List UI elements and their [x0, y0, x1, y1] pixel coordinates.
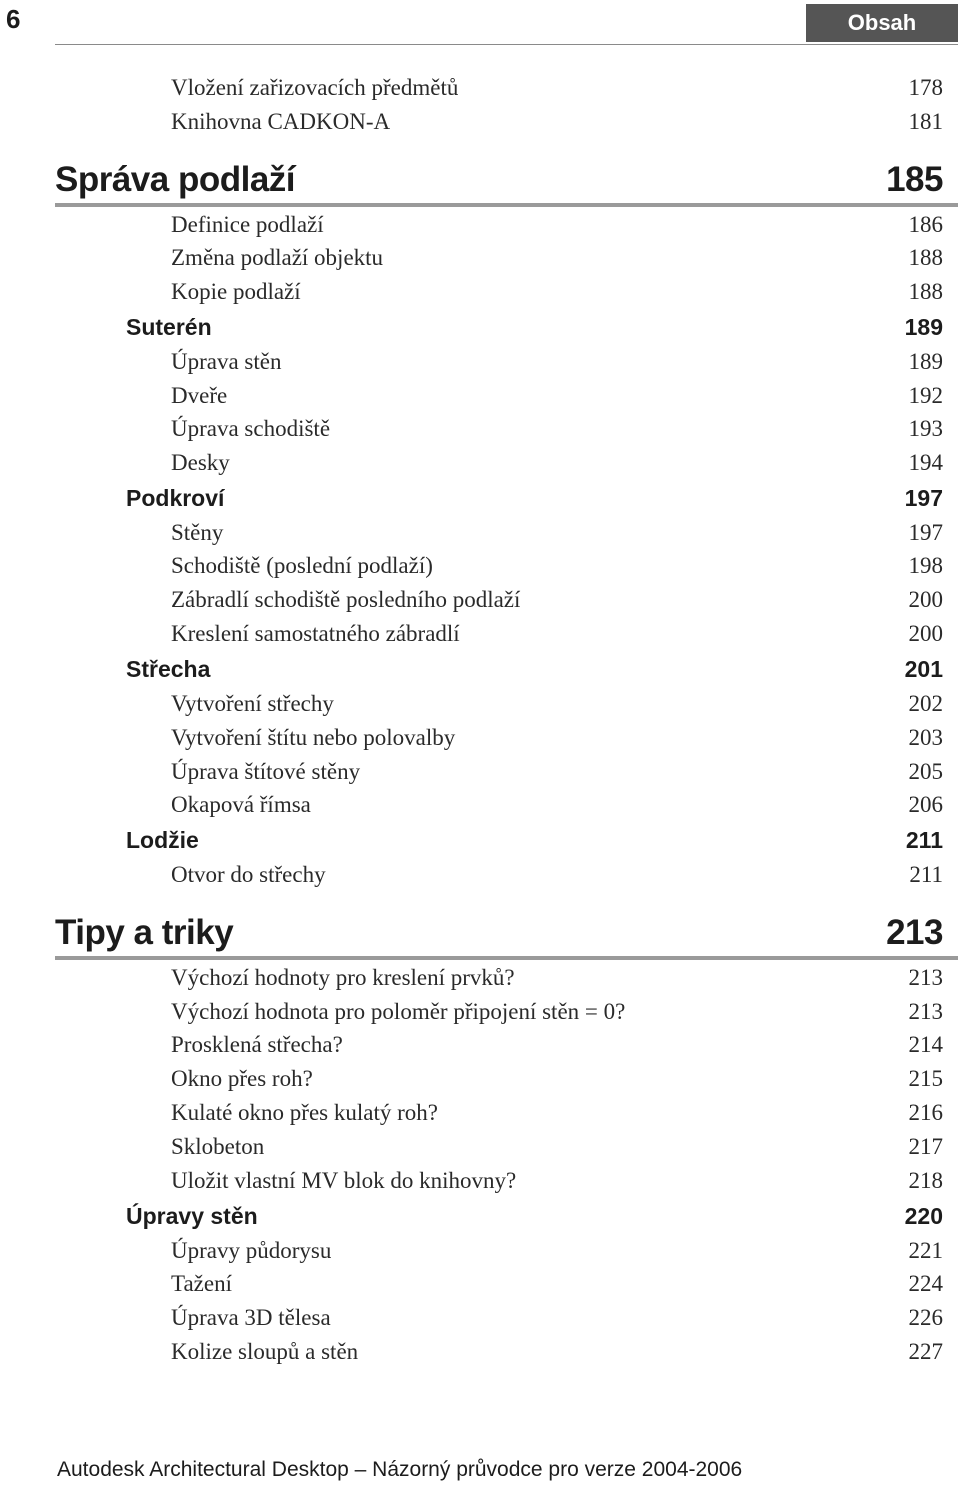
- toc-entry-title: Okno přes roh?: [171, 1066, 313, 1091]
- toc-entry-title: Schodiště (poslední podlaží): [171, 553, 433, 578]
- toc-entry-title: Kulaté okno přes kulatý roh?: [171, 1100, 438, 1125]
- toc-entry[interactable]: [171, 105, 943, 139]
- toc-entry-page: 224: [908, 1271, 943, 1296]
- toc-entry[interactable]: [171, 71, 943, 105]
- toc-entry-page: 181: [908, 109, 943, 134]
- toc-entry-page: 192: [908, 383, 943, 408]
- toc-entry-title: Výchozí hodnoty pro kreslení prvků?: [171, 965, 515, 990]
- chapter-rule: [55, 203, 958, 207]
- toc-entry-page: 200: [908, 621, 943, 646]
- toc-entry-page: 218: [908, 1168, 943, 1193]
- toc-section[interactable]: [126, 481, 943, 515]
- toc-chapter-page: 213: [886, 913, 943, 952]
- toc-entry[interactable]: [171, 412, 943, 446]
- toc-entry[interactable]: [171, 275, 943, 309]
- toc-entry-page: 178: [908, 75, 943, 100]
- toc-entry-title: Desky: [171, 450, 230, 475]
- toc-entry[interactable]: [171, 1301, 943, 1335]
- toc-entry-page: 221: [908, 1238, 943, 1263]
- toc-entry[interactable]: [171, 1267, 943, 1301]
- toc-entry-page: 200: [908, 587, 943, 612]
- toc-entry-page: 226: [908, 1305, 943, 1330]
- toc-entry-page: 217: [908, 1134, 943, 1159]
- page-number: 6: [6, 4, 21, 34]
- toc-entry[interactable]: [171, 961, 943, 995]
- toc-entry-page: 205: [908, 759, 943, 784]
- toc-entry-page: 213: [908, 965, 943, 990]
- toc-entry[interactable]: [171, 446, 943, 480]
- toc-entry[interactable]: [171, 1130, 943, 1164]
- toc-section-page: 201: [904, 655, 943, 682]
- toc-entry[interactable]: [171, 516, 943, 550]
- toc-entry-title: Knihovna CADKON-A: [171, 109, 391, 134]
- toc-entry-page: 214: [908, 1032, 943, 1057]
- toc-section-title: Střecha: [126, 655, 211, 682]
- toc-entry-title: Stěny: [171, 520, 224, 545]
- toc-entry-title: Vložení zařizovacích předmětů: [171, 75, 459, 100]
- toc-entry[interactable]: [171, 1028, 943, 1062]
- toc-section-page: 189: [904, 313, 943, 340]
- toc-section-page: 197: [904, 484, 943, 511]
- toc-entry[interactable]: [171, 549, 943, 583]
- toc-entry-page: 216: [908, 1100, 943, 1125]
- toc-entry-title: Uložit vlastní MV blok do knihovny?: [171, 1168, 517, 1193]
- toc-chapter[interactable]: [55, 908, 943, 958]
- toc-entry-title: Úprava štítové stěny: [171, 759, 361, 784]
- toc-entry-page: 188: [908, 245, 943, 270]
- toc-entry-title: Kopie podlaží: [171, 279, 301, 304]
- toc-chapter[interactable]: [55, 155, 943, 205]
- toc-entry-title: Úprava 3D tělesa: [171, 1305, 331, 1330]
- section-label: Obsah: [806, 4, 958, 42]
- toc-entry-title: Dveře: [171, 383, 228, 408]
- toc-entry[interactable]: [171, 1164, 943, 1198]
- toc-section-page: 211: [905, 826, 943, 853]
- toc-entry-page: 197: [908, 520, 943, 545]
- toc-section-title: Úpravy stěn: [126, 1202, 258, 1229]
- toc-entry[interactable]: [171, 1062, 943, 1096]
- toc-entry-page: 193: [908, 416, 943, 441]
- toc-entry-page: 188: [908, 279, 943, 304]
- toc-entry[interactable]: [171, 241, 943, 275]
- toc-entry-page: 202: [908, 691, 943, 716]
- toc-entry[interactable]: [171, 1096, 943, 1130]
- toc-entry-page: 203: [908, 725, 943, 750]
- toc-entry[interactable]: [171, 995, 943, 1029]
- toc-section-title: Suterén: [126, 313, 212, 340]
- toc-entry-page: 189: [908, 349, 943, 374]
- toc-entry[interactable]: [171, 858, 943, 892]
- toc-entry[interactable]: [171, 721, 943, 755]
- toc-entry-page: 194: [908, 450, 943, 475]
- toc-entry-page: 213: [908, 999, 943, 1024]
- header-rule: [55, 44, 958, 45]
- toc-chapter-title: Správa podlaží: [55, 160, 296, 199]
- toc-section-title: Podkroví: [126, 484, 225, 511]
- toc-entry-page: 198: [908, 553, 943, 578]
- toc-entry-title: Zábradlí schodiště posledního podlaží: [171, 587, 521, 612]
- toc-entry-title: Tažení: [171, 1271, 232, 1296]
- toc-entry[interactable]: [171, 755, 943, 789]
- toc-entry-page: 215: [908, 1066, 943, 1091]
- toc-section[interactable]: [126, 310, 943, 344]
- chapter-rule: [55, 956, 958, 960]
- toc-entry[interactable]: [171, 208, 943, 242]
- toc-entry-title: Vytvoření štítu nebo polovalby: [171, 725, 456, 750]
- toc-entry-title: Prosklená střecha?: [171, 1032, 343, 1057]
- toc-entry-title: Vytvoření střechy: [171, 691, 334, 716]
- toc-entry-title: Okapová římsa: [171, 792, 311, 817]
- toc-chapter-title: Tipy a triky: [55, 913, 234, 952]
- toc-entry[interactable]: [171, 687, 943, 721]
- toc-entry-title: Změna podlaží objektu: [171, 245, 384, 270]
- toc-section[interactable]: [126, 823, 943, 857]
- toc-section[interactable]: [126, 652, 943, 686]
- toc-entry[interactable]: [171, 1234, 943, 1268]
- toc-entry-page: 206: [908, 792, 943, 817]
- toc-entry-page: 211: [909, 862, 943, 887]
- toc-entry-title: Výchozí hodnota pro poloměr připojení stěn = 0?: [171, 999, 626, 1024]
- toc-entry-page: 186: [908, 212, 943, 237]
- toc-entry-title: Otvor do střechy: [171, 862, 326, 887]
- toc-section-title: Lodžie: [126, 826, 199, 853]
- toc-entry-title: Definice podlaží: [171, 212, 324, 237]
- toc-entry[interactable]: [171, 345, 943, 379]
- toc-entry[interactable]: [171, 1335, 943, 1369]
- toc-entry-title: Kreslení samostatného zábradlí: [171, 621, 460, 646]
- toc-entry-page: 227: [908, 1339, 943, 1364]
- toc-entry[interactable]: [171, 617, 943, 651]
- toc-entry-title: Sklobeton: [171, 1134, 265, 1159]
- toc-entry-title: Úpravy půdorysu: [171, 1238, 332, 1263]
- toc-section-page: 220: [904, 1202, 943, 1229]
- toc-chapter-page: 185: [886, 160, 943, 199]
- page-footer: Autodesk Architectural Desktop – Názorný průvodce pro verze 2004-2006: [57, 1458, 743, 1481]
- toc-entry-title: Kolize sloupů a stěn: [171, 1339, 359, 1364]
- toc-entry-title: Úprava schodiště: [171, 416, 331, 441]
- toc-entry[interactable]: [171, 379, 943, 413]
- toc-entry-title: Úprava stěn: [171, 349, 282, 374]
- toc-entry[interactable]: [171, 788, 943, 822]
- toc-entry[interactable]: [171, 583, 943, 617]
- toc-section[interactable]: [126, 1199, 943, 1233]
